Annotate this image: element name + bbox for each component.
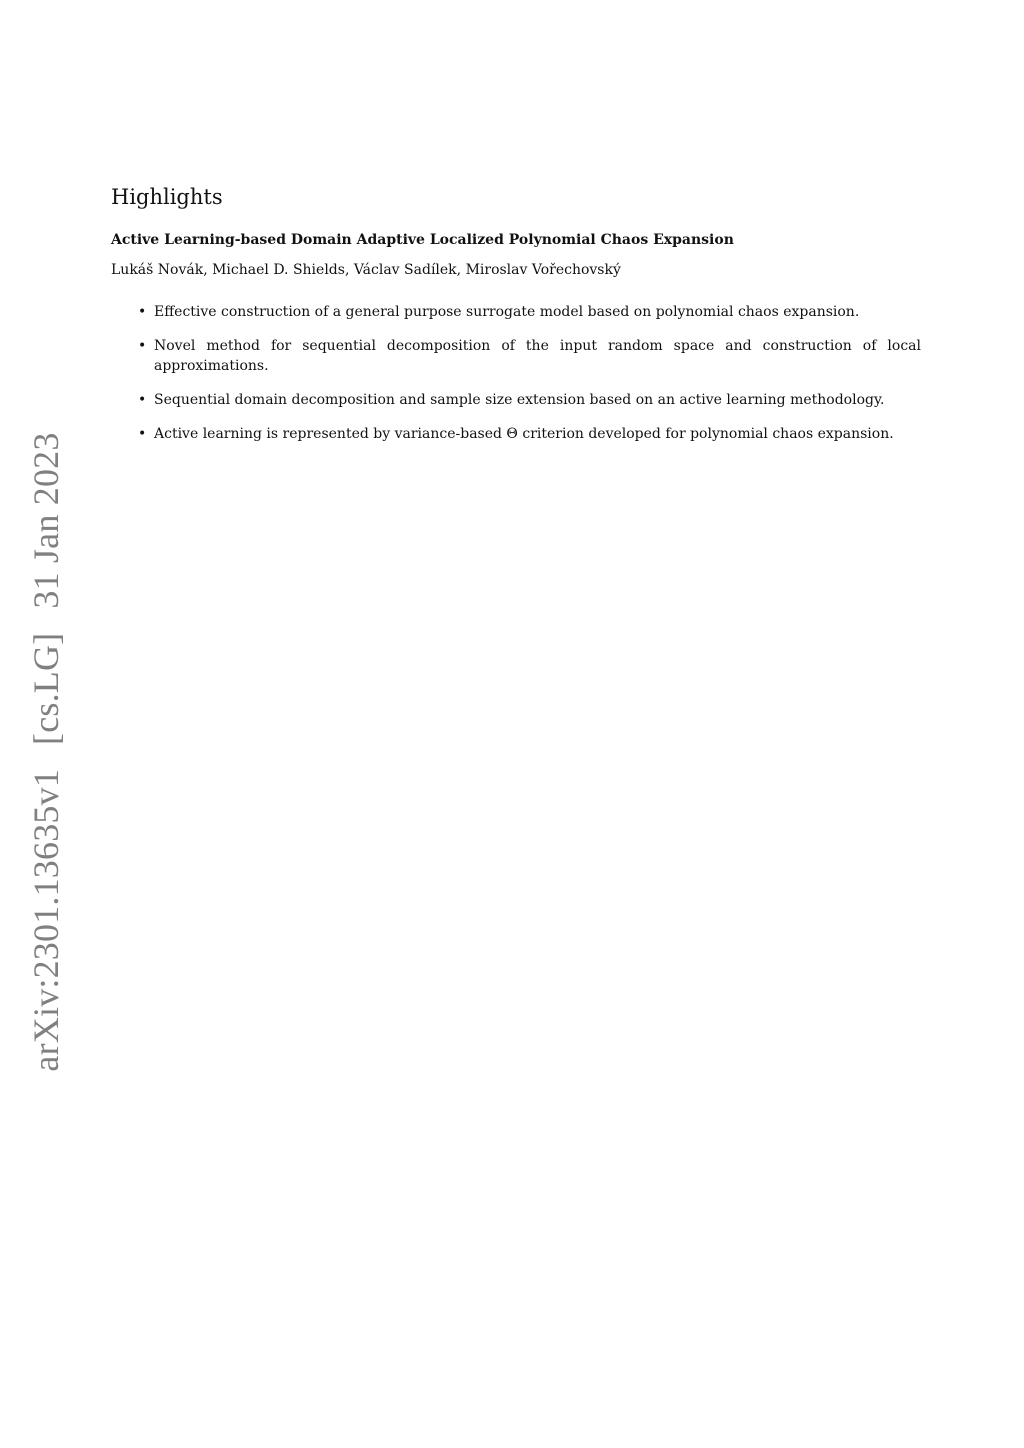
highlight-item xyxy=(138,302,921,322)
highlight-text: Sequential domain decomposition and sample size extension based on an active learning methodology. xyxy=(154,391,885,408)
arxiv-identifier: arXiv:2301.13635v1 xyxy=(26,768,66,1072)
highlights-section xyxy=(111,184,921,458)
arxiv-stamp xyxy=(25,432,67,1071)
bullet-icon: • xyxy=(138,337,147,354)
bullet-icon: • xyxy=(138,425,147,442)
bullet-icon: • xyxy=(138,391,147,408)
paper-title: Active Learning-based Domain Adaptive Localized Polynomial Chaos Expansion xyxy=(111,232,734,249)
highlight-text: Novel method for sequential decomposition of the input random space and construction of local approximations. xyxy=(154,337,921,374)
highlight-item xyxy=(138,336,921,376)
highlights-list xyxy=(111,302,921,444)
highlight-item xyxy=(138,390,921,410)
bullet-icon: • xyxy=(138,303,147,320)
section-heading: Highlights xyxy=(111,185,223,209)
author-list: Lukáš Novák, Michael D. Shields, Václav Sadílek, Miroslav Vořechovský xyxy=(111,262,621,279)
arxiv-category: [cs.LG] xyxy=(26,632,66,745)
arxiv-date: 31 Jan 2023 xyxy=(26,432,66,609)
highlight-text: Active learning is represented by variance-based Θ criterion developed for polynomial chaos expansion. xyxy=(154,425,894,442)
highlight-item xyxy=(138,424,921,444)
highlight-text: Effective construction of a general purpose surrogate model based on polynomial chaos expansion. xyxy=(154,303,860,320)
